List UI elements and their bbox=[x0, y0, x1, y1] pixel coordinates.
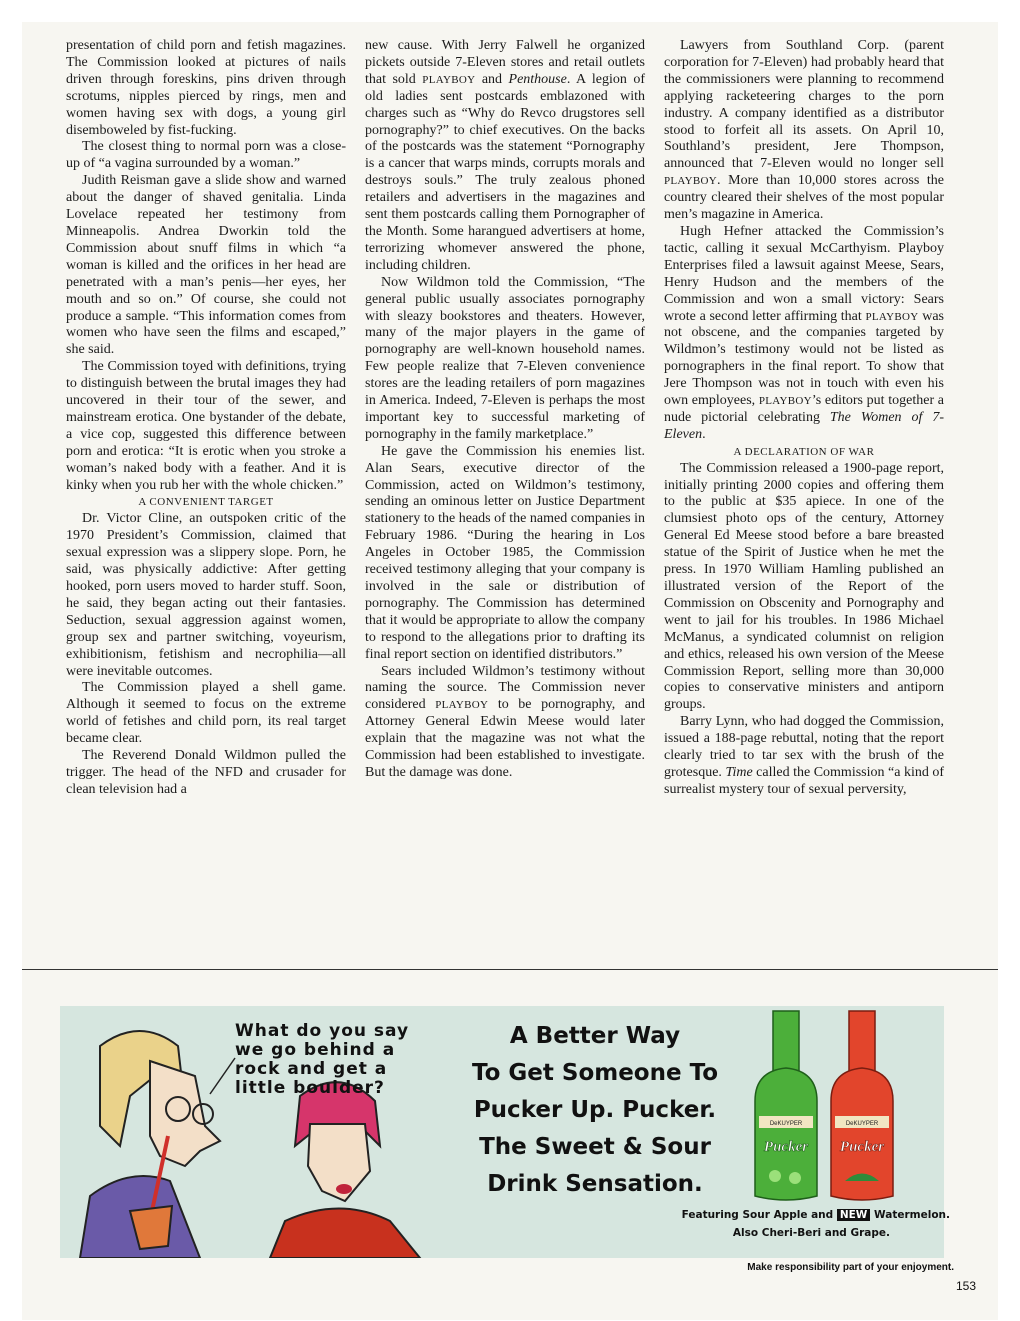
speech-pointer bbox=[210, 1058, 235, 1094]
text-run: was not obscene, and the companies targeted by Wildmon’s testimony would not be listed as pornographers in the final report. To show that Jere Thompson was not in touch with even his own employees, bbox=[664, 308, 944, 409]
sour-apple-bottle bbox=[755, 1011, 817, 1200]
magazine-name: PLAYBOY bbox=[758, 395, 812, 408]
text-run: new cause. With Jerry Falwell he organized pickets outside 7-Eleven stores and retail outlets that sold bbox=[365, 38, 645, 87]
paragraph: The Commission toyed with definitions, trying to distinguish between the brutal images they had uncovered in their tour of the sewer, and mainstream erotica. One bystander of the debate, a vice cop, suggested this difference between porn and erotica: “It is erotic when you stroke a woman’s naked body with a feather. And it is kinky when you rub her with the whole chicken.” bbox=[66, 359, 346, 493]
magazine-name: Penthouse bbox=[508, 71, 567, 87]
magazine-name: PLAYBOY bbox=[422, 73, 476, 86]
paragraph: Judith Reisman gave a slide show and warned about the danger of shaved genitalia. Linda Lovelace repeated her testimony from Minneapolis. Andrea Dworkin told the Commission about snuff films in which “a woman is killed and the orifices in her head are penetrated with a man’s penis—her eyes, her mouth and so on.” Of course, she could not produce a sample. “This information comes from women who have seen the films and escaped,” she said. bbox=[66, 173, 346, 358]
bottle-label-text: Pucker bbox=[763, 1139, 809, 1155]
text-run: Sears included Wildmon’s testimony without naming the source. The Commission never considered bbox=[365, 663, 645, 713]
text-run: . More than 10,000 stores across the country cleared their shelves of the most popular men’s magazine in America. bbox=[664, 173, 944, 223]
paragraph: The Reverend Donald Wildmon pulled the trigger. The head of the NFD and crusader for clean television had a bbox=[66, 748, 346, 797]
pucker-bottles bbox=[745, 1006, 905, 1206]
magazine-page bbox=[22, 22, 998, 1320]
text-run: Barry Lynn, who had dogged the Commission, issued a 188-page rebuttal, noting that the report clearly tried to tar sex with the brush of the grotesque. bbox=[664, 714, 944, 780]
text-run: . A legion of old ladies sent postcards emblazoned with charges such as “Why do Revco drugstores sell pornography?” to chief executives. On the backs of the postcards was the statement “Pornography is a cancer that warps minds, corrupts morals and destroys souls.” The truly zealous phoned retailers and advertisers in the magazines and sent them postcards calling them Pornographer of the Month. Some harangued advertisers at home, terrorizing whomever answered the phone, including children. bbox=[365, 71, 645, 273]
text-column-2 bbox=[365, 38, 645, 782]
headline-line: To Get Someone To bbox=[471, 1060, 719, 1086]
ad-panel bbox=[60, 1006, 950, 1258]
paragraph: Dr. Victor Cline, an outspoken critic of the 1970 President’s Commission, claimed that sexual expression was a slippery slope. Porn, he said, was physically addictive: After getting hooked, porn users moved to harder stuff. Soon, he said, they began acting out their fantasies. Seduction, sexual aggression against women, group sex and partner switching, voyeurism, exhibitionism, fetishism and necrophilia—all were inevitable outcomes. bbox=[66, 511, 346, 679]
new-badge: NEW bbox=[837, 1209, 871, 1221]
text-column-3 bbox=[664, 38, 944, 799]
subheading: A DECLARATION OF WAR bbox=[733, 445, 875, 458]
text-run: . bbox=[702, 426, 706, 442]
paragraph: He gave the Commission his enemies list. Alan Sears, executive director of the Commission, acted on Wildmon’s testimony, sending an ominous letter on Justice Department stationery to the heads of the named companies in February 1986. “During the hearing in Los Angeles in October 1985, the Commission received testimony alleging that your company is involved in the sale or distribution of pornography. The Commission has determined that it would be appropriate to allow the company to respond to the allegations prior to drafting its final report section on identified distributors.” bbox=[365, 443, 645, 662]
paragraph: The Commission played a shell game. Although it seemed to focus on the extreme world of fetishes and child porn, its real target became clear. bbox=[66, 680, 346, 747]
headline-line: The Sweet & Sour bbox=[479, 1134, 711, 1160]
paragraph bbox=[365, 664, 645, 782]
text-run: Watermelon. bbox=[870, 1209, 950, 1221]
also-line: Also Cheri-Beri and Grape. bbox=[732, 1227, 890, 1239]
flavors-text bbox=[650, 1206, 950, 1242]
featuring-line bbox=[650, 1206, 950, 1224]
pucker-advertisement bbox=[22, 969, 998, 1321]
headline-line: Pucker Up. Pucker. bbox=[473, 1097, 717, 1123]
paragraph: The Commission released a 1900-page report, initially printing 2000 copies and offering them to the public at $35 apiece. In one of the clumsiest photo ops of the century, Attorney General Ed Meese stood before a bare breasted statue of the Spirit of Justice when he met the press. In 1970 William Hamling published an illustrated version of the Report of the Commission on Obscenity and Pornography and went to jail for his troubles. In 1986 Michael McManus, a syndicated columnist on religion and ethics, released his own version of the Meese Commission Report, selling more than 30,000 copies to conservative ministers and antiporn groups. bbox=[664, 460, 944, 713]
paragraph bbox=[664, 224, 944, 444]
paragraph bbox=[365, 38, 645, 275]
text-run: Featuring Sour Apple and bbox=[681, 1209, 837, 1221]
text-run: Hugh Hefner attacked the Commission’s tactic, calling it sexual McCarthyism. Playboy Enterprises filed a lawsuit against Meese, Sears, Henry Hudson and the members of the Commission and won a small victory: Sears wrote a second letter affirming that bbox=[664, 223, 944, 324]
woman-sweater bbox=[270, 1209, 420, 1259]
text-run: to be pornography, and Attorney General Edwin Meese would later explain that the magazine was not what the Commission had been established to investigate. But the damage was done. bbox=[365, 697, 645, 780]
text-run: called the Commission “a kind of surrealist mystery tour of sexual perversity, bbox=[664, 764, 944, 797]
man-face bbox=[150, 1061, 220, 1166]
page-number: 153 bbox=[955, 1279, 976, 1293]
speech-bubble-text: What do you say we go behind a rock and get a little boulder? bbox=[235, 1021, 410, 1098]
magazine-name: PLAYBOY bbox=[664, 175, 718, 188]
text-run: Lawyers from Southland Corp. (parent corporation for 7-Eleven) had probably heard that the commissioners were planning to recommend applying racketeering charges to the porn industry. A company identified as a distributor stood to forfeit all its assets. On April 10, Southland’s president, Jere Thompson, announced that 7-Eleven would no longer sell bbox=[664, 38, 944, 172]
text-run: and bbox=[475, 71, 509, 87]
text-column-1 bbox=[66, 38, 346, 799]
headline-line: Drink Sensation. bbox=[487, 1171, 703, 1197]
bottle-brand-text: DeKUYPER bbox=[769, 1121, 803, 1127]
paragraph bbox=[664, 714, 944, 799]
headline-line: A Better Way bbox=[509, 1023, 681, 1049]
pictorial-title: The Women of 7-Eleven bbox=[664, 409, 944, 442]
woman-lips bbox=[336, 1184, 352, 1194]
paragraph bbox=[664, 38, 944, 224]
ad-headline bbox=[460, 1018, 730, 1203]
responsibility-disclaimer: Make responsibility part of your enjoyment. bbox=[747, 1262, 954, 1273]
text-run: ’s editors put together a nude pictorial celebrating bbox=[664, 393, 945, 425]
magazine-name: PLAYBOY bbox=[865, 310, 919, 323]
bottle-label-text: Pucker bbox=[839, 1139, 885, 1155]
paragraph: The closest thing to normal porn was a close-up of “a vagina surrounded by a woman.” bbox=[66, 139, 346, 172]
paragraph: presentation of child porn and fetish magazines. The Commission looked at pictures of nails driven through foreskins, pins driven through scrotums, nipples pierced by rings, men and women having sex with dogs, a young girl disemboweled by fist-fucking. bbox=[66, 38, 346, 138]
magazine-name: Time bbox=[725, 764, 753, 780]
magazine-name: PLAYBOY bbox=[435, 699, 489, 712]
paragraph: Now Wildmon told the Commission, “The general public usually associates pornography with sleazy bookstores and theaters. However, many of the major players in the game of pornography are well-known household names. Few people realize that 7-Eleven convenience stores are the leading retailers of porn magazines in America. Indeed, 7-Eleven is perhaps the most important key to successful marketing of pornography in the family marketplace.” bbox=[365, 274, 645, 442]
watermelon-bottle bbox=[831, 1011, 893, 1200]
bottle-brand-text: DeKUYPER bbox=[845, 1121, 879, 1127]
subheading: A CONVENIENT TARGET bbox=[138, 496, 274, 509]
